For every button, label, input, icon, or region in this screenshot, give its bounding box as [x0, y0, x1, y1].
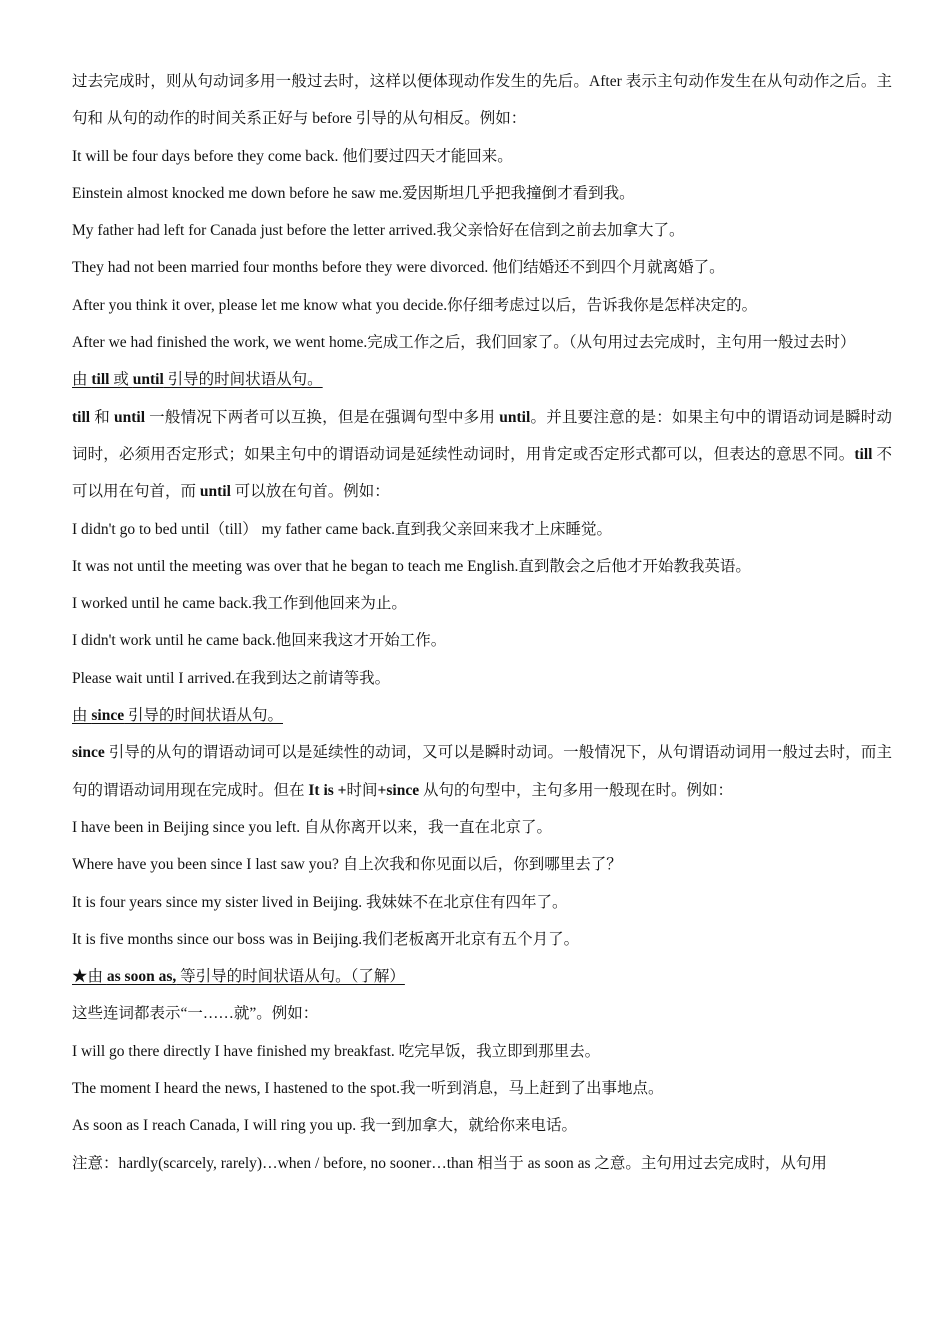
example-sentence: I didn't go to bed until（till） my father came back.直到我父亲回来我才上床睡觉。: [72, 520, 613, 538]
example-sentence: After we had finished the work, we went home.完成工作之后，我们回家了。（从句用过去完成时，主句用一般过去时）: [72, 334, 856, 352]
example-sentence: It was not until the meeting was over that he began to teach me English.直到散会之后他才开始教我英语。: [72, 557, 751, 575]
section-heading-as-soon-as: [72, 958, 892, 995]
example-sentence: My father had left for Canada just before the letter arrived.我父亲恰好在信到之前去加拿大了。: [72, 222, 685, 240]
heading-text: ★由 as soon as, 等引导的时间状语从句。（了解）: [72, 968, 405, 986]
heading-text: 由 till 或 until 引导的时间状语从句。: [72, 371, 323, 389]
heading-text: 由 since 引导的时间状语从句。: [72, 707, 283, 725]
section-heading-since: [72, 697, 892, 734]
example-sentence: After you think it over, please let me know what you decide.你仔细考虑过以后，告诉我你是怎样决定的。: [72, 296, 758, 314]
note-sentence: 注意：hardly(scarcely, rarely)…when / before, no sooner…than 相当于 as soon as 之意。主句用过去完成时，从句用: [72, 1154, 827, 1172]
example-sentence: It is five months since our boss was in Beijing.我们老板离开北京有五个月了。: [72, 930, 580, 948]
example-sentence: I didn't work until he came back.他回来我这才开始工作。: [72, 632, 447, 650]
section-heading-till-until: [72, 361, 892, 398]
example-sentence: It will be four days before they come back. 他们要过四天才能回来。: [72, 147, 513, 165]
example-sentence: I have been in Beijing since you left. 自从你离开以来，我一直在北京了。: [72, 818, 553, 836]
example-sentence: It is four years since my sister lived in Beijing. 我妹妹不在北京住有四年了。: [72, 893, 568, 911]
example-sentence: I worked until he came back.我工作到他回来为止。: [72, 595, 407, 613]
example-sentence: Einstein almost knocked me down before he saw me.爱因斯坦几乎把我撞倒才看到我。: [72, 184, 635, 202]
intro-sentence: 这些连词都表示“一……就”。例如：: [72, 1005, 319, 1023]
example-sentence: I will go there directly I have finished my breakfast. 吃完早饭，我立即到那里去。: [72, 1042, 601, 1060]
paragraph-after-explanation: 过去完成时，则从句动词多用一般过去时，这样以便体现动作发生的先后。After 表示主句动作发生在从句动作之后。主句和 从句的动作的时间关系正好与 before 引导的从句相反。例如：: [72, 73, 892, 128]
example-sentence: Please wait until I arrived.在我到达之前请等我。: [72, 669, 391, 687]
paragraph-since-explanation: since 引导的从句的谓语动词可以是延续性的动词，又可以是瞬时动词。一般情况下，从句谓语动词用一般过去时，而主句的谓语动词用现在完成时。但在 It is +时间+since 从句的句型中，主句多用一般现在时。例如：: [72, 744, 892, 799]
example-sentence: The moment I heard the news, I hastened to the spot.我一听到消息，马上赶到了出事地点。: [72, 1080, 664, 1098]
document-body: [72, 63, 892, 1182]
example-sentence: Where have you been since I last saw you? 自上次我和你见面以后，你到哪里去了？: [72, 856, 622, 874]
example-sentence: They had not been married four months before they were divorced. 他们结婚还不到四个月就离婚了。: [72, 259, 725, 277]
paragraph-till-until-explanation: till 和 until 一般情况下两者可以互换，但是在强调句型中多用 until。并且要注意的是：如果主句中的谓语动词是瞬时动词时，必须用否定形式；如果主句中的谓语动词是延续性动词时，用肯定或否定形式都可以，但表达的意思不同。till 不可以用在句首，而 until 可以放在句首。例如：: [72, 408, 892, 501]
example-sentence: As soon as I reach Canada, I will ring you up. 我一到加拿大，就给你来电话。: [72, 1117, 577, 1135]
